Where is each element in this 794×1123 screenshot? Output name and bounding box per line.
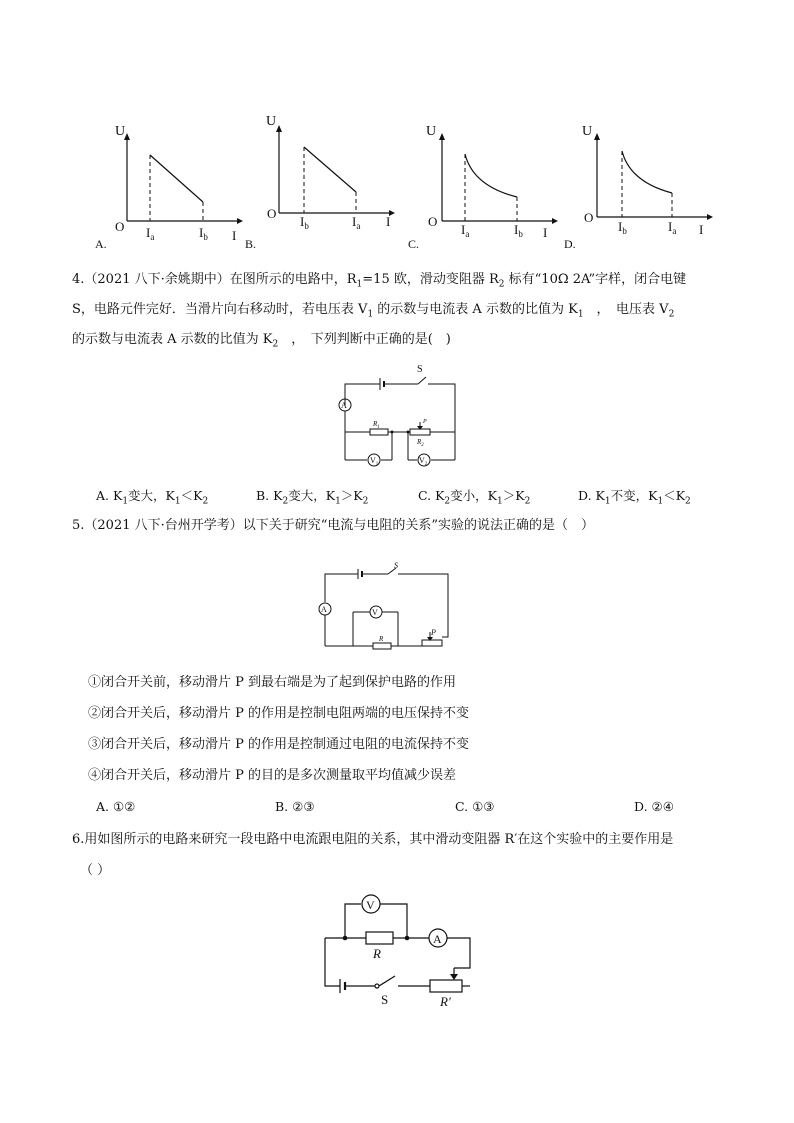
graph-d-origin: O bbox=[584, 210, 594, 225]
q5-option-d[interactable]: D. ②④ bbox=[634, 799, 674, 814]
graph-b-x2: $I_a$ bbox=[352, 214, 361, 231]
graph-d-letter: D. bbox=[564, 237, 576, 251]
q6-circuit bbox=[318, 892, 478, 1007]
q6-stem-line2: （ ） bbox=[80, 863, 111, 878]
q4-circuit-r1: $R_1$ bbox=[373, 420, 380, 430]
graph-a-x2: $I_b$ bbox=[199, 225, 208, 242]
graph-c-x2: $I_b$ bbox=[514, 222, 523, 239]
q5-stem: 5.（2021 八下·台州开学考）以下关于研究“电流与电阻的关系”实验的说法正确的是（ ） bbox=[72, 518, 595, 533]
graph-a bbox=[95, 118, 240, 251]
graph-c-letter: C. bbox=[408, 237, 420, 251]
q6-circuit-rprime: R′ bbox=[440, 994, 451, 1009]
q5-item-3: ③闭合开关后，移动滑片 P 的作用是控制通过电阻的电流保持不变 bbox=[88, 737, 470, 752]
q4-option-c[interactable]: C. $K_2$变小，$K_1>K_2$ bbox=[418, 488, 531, 507]
q4-stem-line3: 的示数与电流表 A 示数的比值为 $K_2$ ， 下列判断中正确的是( ) bbox=[72, 332, 451, 350]
graph-b bbox=[245, 110, 392, 251]
graph-d-x2: $I_a$ bbox=[668, 219, 677, 236]
q5-circuit-a: A bbox=[321, 605, 327, 614]
q5-item-4: ④闭合开关后，移动滑片 P 的目的是多次测量取平均值减少误差 bbox=[88, 768, 457, 783]
q5-circuit-v: V bbox=[372, 608, 378, 617]
q4-option-a[interactable]: A. $K_1$变大，$K_1<K_2$ bbox=[96, 488, 209, 507]
q6-circuit-s: S bbox=[381, 992, 389, 1007]
q5-option-a[interactable]: A. ①② bbox=[96, 799, 136, 814]
graph-b-u-label: U bbox=[266, 114, 277, 129]
q6-circuit-v: V bbox=[366, 898, 375, 912]
q4-circuit-v1: $V_1$ bbox=[370, 456, 379, 467]
graph-c-i-label: I bbox=[543, 225, 548, 240]
graph-d-u-label: U bbox=[582, 124, 593, 139]
q4-circuit-a: A bbox=[341, 401, 347, 410]
q4-circuit-p: P bbox=[423, 419, 427, 425]
q6-circuit-a: A bbox=[433, 932, 442, 946]
graph-c-curve bbox=[465, 154, 517, 197]
q6-circuit-r: R bbox=[373, 946, 381, 961]
q5-option-b[interactable]: B. ②③ bbox=[275, 799, 315, 814]
graph-b-i-label: I bbox=[386, 214, 391, 229]
q5-item-2: ②闭合开关后，移动滑片 P 的作用是控制电阻两端的电压保持不变 bbox=[88, 706, 470, 721]
graph-d-x1: $I_b$ bbox=[618, 219, 627, 236]
graph-a-x1: $I_a$ bbox=[146, 225, 155, 242]
graph-c-origin: O bbox=[428, 214, 438, 229]
graph-d bbox=[564, 118, 710, 251]
q4-circuit-s: S bbox=[417, 364, 423, 375]
q5-circuit-p: P bbox=[431, 628, 436, 637]
q5-option-c[interactable]: C. ①③ bbox=[455, 799, 495, 814]
q4-circuit-v2: $V_2$ bbox=[419, 456, 428, 467]
q4-option-d[interactable]: D. $K_1$不变，$K_1<K_2$ bbox=[578, 488, 691, 507]
graph-b-letter: B. bbox=[245, 237, 257, 251]
graph-b-origin: O bbox=[267, 206, 277, 221]
graph-c bbox=[408, 118, 555, 251]
graph-b-curve bbox=[304, 147, 356, 192]
graph-c-x1: $I_a$ bbox=[461, 222, 470, 239]
graph-b-x1: $I_b$ bbox=[300, 214, 309, 231]
q5-item-1: ①闭合开关前，移动滑片 P 到最右端是为了起到保护电路的作用 bbox=[88, 675, 457, 690]
q4-option-b[interactable]: B. $K_2$变大，$K_1>K_2$ bbox=[256, 488, 369, 507]
q4-stem-line2: S，电路元件完好．当滑片向右移动时，若电压表 $V_1$ 的示数与电流表 A 示数的比值为 $K_1$ ， 电压表 $V_2$ bbox=[72, 302, 675, 320]
q5-circuit bbox=[318, 562, 453, 652]
q5-circuit-r: R bbox=[379, 635, 384, 643]
q6-stem-line1: 6.用如图所示的电路来研究一段电路中电流跟电阻的关系，其中滑动变阻器 R′在这个实验中的主要作用是 bbox=[72, 832, 674, 847]
graph-d-curve bbox=[622, 151, 672, 193]
graph-a-letter: A. bbox=[95, 237, 107, 251]
q4-circuit bbox=[330, 360, 460, 470]
graph-a-i-label: I bbox=[232, 228, 237, 243]
q4-circuit-r2: $R_2$ bbox=[417, 438, 424, 448]
graph-a-u-label: U bbox=[115, 124, 126, 139]
q4-stem-line1: 4.（2021 八下·余姚期中）在图所示的电路中，$R_1=15$ 欧，滑动变阻器 $R_2$ 标有“10Ω 2A”字样，闭合电键 bbox=[72, 272, 687, 290]
graph-c-u-label: U bbox=[426, 124, 437, 139]
graph-a-origin: O bbox=[115, 219, 125, 234]
graph-d-i-label: I bbox=[699, 222, 704, 237]
q5-circuit-s: S bbox=[394, 561, 398, 570]
graph-a-curve bbox=[150, 155, 203, 202]
